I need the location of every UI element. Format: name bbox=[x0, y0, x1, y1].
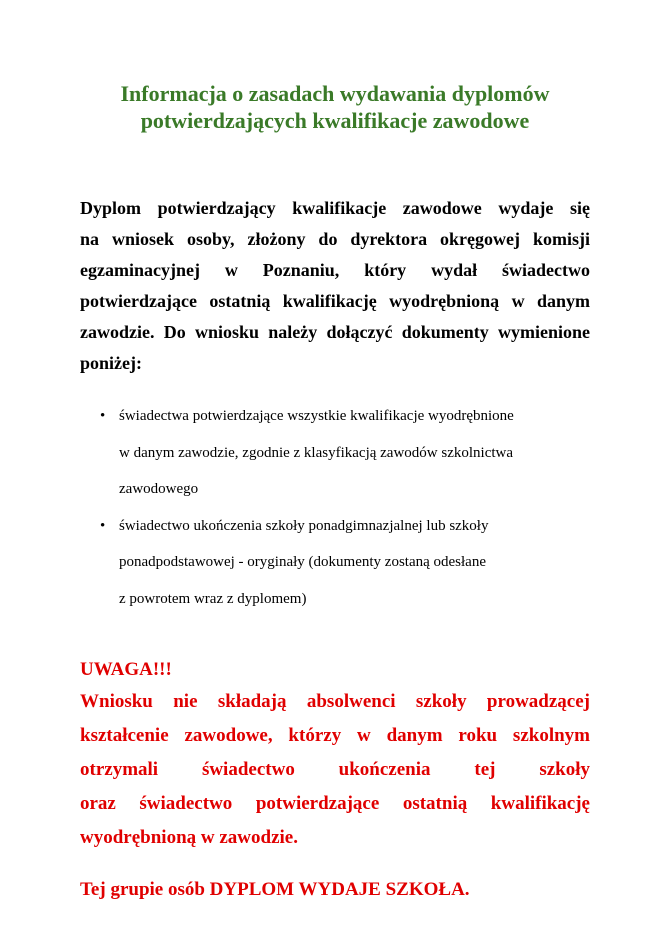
intro-line: na wniosek osoby, złożony do dyrektora okręgowej komisji bbox=[80, 229, 590, 249]
intro-line: egzaminacyjnej w Poznaniu, który wydał świadectwo bbox=[80, 260, 590, 280]
title-line-1: Informacja o zasadach wydawania dyplomów bbox=[120, 81, 550, 106]
notice-line: otrzymali świadectwo ukończenia tej szkoły bbox=[80, 759, 590, 780]
intro-line: zawodzie. Do wniosku należy dołączyć dokumenty wymienione bbox=[80, 322, 590, 342]
notice-section bbox=[80, 655, 590, 855]
page-title bbox=[80, 80, 590, 134]
list-item-line: ponadpodstawowej - oryginały (dokumenty zostaną odesłane bbox=[119, 554, 486, 570]
list-item bbox=[80, 398, 590, 508]
intro-line: Dyplom potwierdzający kwalifikacje zawodowe wydaje się bbox=[80, 198, 590, 218]
notice-line: Wniosku nie składają absolwenci szkoły prowadzącej bbox=[80, 691, 590, 712]
notice-heading: UWAGA!!! bbox=[80, 659, 172, 680]
title-line-2: potwierdzających kwalifikacje zawodowe bbox=[140, 108, 530, 133]
bullet-icon: • bbox=[100, 517, 106, 534]
intro-paragraph bbox=[80, 193, 590, 379]
list-item-line: świadectwo ukończenia szkoły ponadgimnazjalnej lub szkoły bbox=[119, 517, 489, 534]
list-item-line: świadectwa potwierdzające wszystkie kwalifikacje wyodrębnione bbox=[119, 408, 514, 424]
intro-line: poniżej: bbox=[80, 353, 142, 373]
list-item bbox=[80, 508, 590, 618]
intro-line: potwierdzające ostatnią kwalifikację wyodrębnioną w danym bbox=[80, 291, 590, 311]
footer-note: Tej grupie osób DYPLOM WYDAJE SZKOŁA. bbox=[80, 879, 470, 900]
notice-line: oraz świadectwo potwierdzające ostatnią kwalifikację bbox=[80, 793, 590, 814]
list-item-line: w danym zawodzie, zgodnie z klasyfikacją zawodów szkolnictwa bbox=[119, 444, 514, 461]
required-documents-list bbox=[80, 398, 590, 617]
list-item-line: z powrotem wraz z dyplomem) bbox=[119, 590, 307, 607]
bullet-icon: • bbox=[100, 408, 106, 424]
list-item-line: zawodowego bbox=[119, 481, 199, 497]
notice-line: kształcenie zawodowe, którzy w danym roku szkolnym bbox=[80, 725, 590, 746]
notice-text bbox=[80, 685, 590, 855]
notice-line: wyodrębnioną w zawodzie. bbox=[80, 827, 298, 848]
